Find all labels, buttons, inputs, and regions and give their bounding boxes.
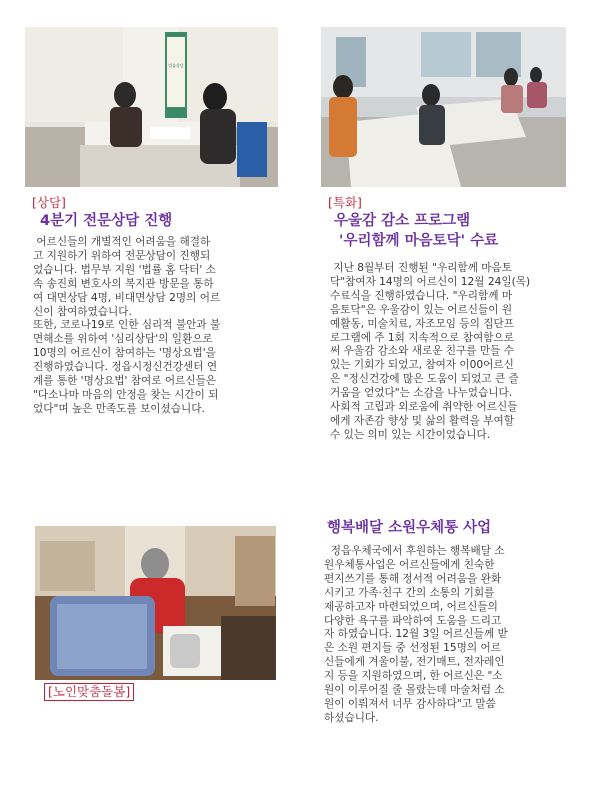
section2-body: 지난 8월부터 진행된 "우리함께 마음토 닥"참여자 14명의 어르신이 12월 24일(목) 수료식을 진행하였습니다. "우리함께 마 음토닥"은 우울감이 있는 어르신들이 원 예활동, 미술치료, 자조모임 등의 집단프 로그램에 주 1회 지속적으로 참여함으로 써 우울감 감소와 새로운 친구를 만들 수 있는 기회가 되었고, 참여자 이00어르신 은 "정신건강에 많은 도움이 되었고 큰 즐 거움을 얻었다"는 소감을 나누었습니다. 사회적 고립과 외로움에 취약한 어르신들 에게 자존감 향상 및 삶의 활력을 부여할 수 있는 의미 있는 시간이었습니다. [330, 262, 531, 441]
sign-text: 법률상담 [168, 63, 184, 68]
section3-body: 정읍우체국에서 후원하는 행복배달 소 원우체통사업은 어르신들에게 친숙한 편지쓰기를 통해 정서적 어려움을 완화 시키고 가족·친구 간의 소통의 기회를 제공하고자 마련되었으며, 어르신들의 다양한 욕구를 파악하여 도움을 드리고 자 하였습니다. 12월 3일 어르신들께 받 은 소원 편지들 중 선정된 15명의 어르 신들에게 겨울이불, 전기매트, 전자레인 지 등을 지원하였으며, 한 어르신은 "소 원이 이루어질 줄 몰랐는데 마술처럼 소 원이 이뤄져서 너무 감사하다"고 말씀 하셨습니다. [324, 545, 508, 724]
section2-tag: [특화] [328, 195, 362, 210]
section1-heading: 4분기 전문상담 진행 [40, 213, 173, 229]
counseling-photo [25, 27, 278, 187]
section1-tag: [상담] [32, 195, 66, 210]
gift-delivery-photo [35, 526, 276, 680]
classroom-photo [321, 27, 566, 187]
section3-tag: [노인맞춤돌봄] [44, 683, 134, 701]
section2-heading: 우울감 감소 프로그램 '우리함께 마음토닥' 수료 [334, 213, 499, 249]
section1-body: 어르신들의 개별적인 어려움을 해결하 고 지원하기 위하여 전문상담이 진행되 었습니다. 법무부 지원 '법률 홈 닥터' 소 속 송진희 변호사의 복지관 방문을 통하 여 대면상담 4명, 비대면상담 2명의 어르 신이 참여하였습니다. 또한, 코로나19로 인한 심리적 불안과 불 면해소를 위하여 '심리상담'의 일환으로 10명의 어르신이 참여하는 '명상요법'을 진행하였습니다. 정읍시정신건강센터 연 계를 통한 '명상요법' 참여로 어르신들은 "다소나마 마음의 안정을 찾는 시간이 되 었다"며 높은 만족도를 보이셨습니다. [33, 236, 221, 415]
section3-heading: 행복배달 소원우체통 사업 [327, 520, 492, 536]
